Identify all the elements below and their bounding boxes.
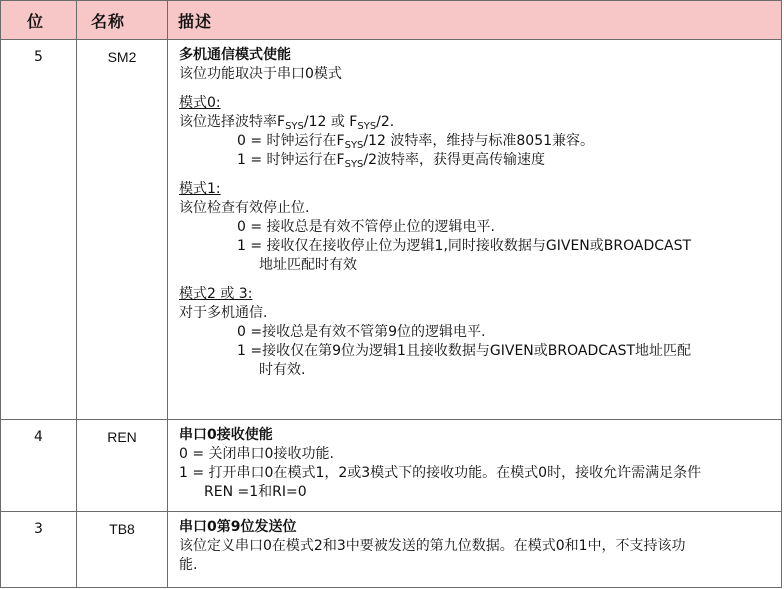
field-title: 串口0第9位发送位	[179, 519, 297, 535]
desc-cell	[168, 40, 782, 420]
bit-cell: 5	[1, 40, 77, 420]
header-row	[1, 1, 782, 40]
table-row	[1, 40, 782, 420]
mode0-intro: 该位选择波特率$F_{SYS}/12$ 或 $F_{SYS}/2$.	[179, 114, 395, 132]
mode1-option-1-cont: 地址匹配时有效	[259, 257, 357, 273]
mode1-option-1: 1 = 接收仅在接收停止位为逻辑1,同时接收数据与GIVEN或BROADCAST	[237, 238, 692, 254]
mode23-option-1-cont: 时有效.	[259, 362, 306, 378]
mode1-option-0: 0 = 接收总是有效不管停止位的逻辑电平.	[237, 219, 495, 235]
name-cell: REN	[77, 420, 168, 512]
table-row	[1, 512, 782, 588]
field-title: 多机通信模式使能	[179, 47, 291, 63]
mode0-label: 模式0:	[179, 95, 221, 111]
field-title: 串口0接收使能	[179, 427, 273, 443]
field-line-1: 该位定义串口0在模式2和3中要被发送的第九位数据。在模式0和1中，不支持该功	[179, 538, 686, 554]
bit-cell: 3	[1, 512, 77, 588]
header-bit: 位	[1, 1, 77, 40]
name-cell: SM2	[77, 40, 168, 420]
mode23-option-0: 0 =接收总是有效不管第9位的逻辑电平.	[237, 324, 486, 340]
mode0-option-1: 1 = 时钟运行在$F_{SYS}/2$波特率，获得更高传输速度	[237, 152, 546, 170]
field-line-3: REN =1和RI=0	[204, 484, 307, 500]
name-cell: TB8	[77, 512, 168, 588]
bit-cell: 4	[1, 420, 77, 512]
table-row	[1, 420, 782, 512]
mode23-label: 模式2 或 3:	[179, 286, 253, 302]
mode23-intro: 对于多机通信.	[179, 305, 268, 321]
desc-cell	[168, 512, 782, 588]
mode1-label: 模式1:	[179, 181, 221, 197]
mode1-intro: 该位检查有效停止位.	[179, 200, 310, 216]
field-line-2: 1 = 打开串口0在模式1，2或3模式下的接收功能。在模式0时，接收允许需满足条件	[179, 465, 702, 481]
header-desc: 描述	[168, 1, 782, 40]
header-name: 名称	[77, 1, 168, 40]
desc-cell	[168, 420, 782, 512]
field-line-2: 能.	[179, 557, 198, 573]
field-intro: 该位功能取决于串口0模式	[179, 66, 342, 82]
mode23-option-1: 1 =接收仅在第9位为逻辑1且接收数据与GIVEN或BROADCAST地址匹配	[237, 343, 692, 359]
field-line-1: 0 = 关闭串口0接收功能.	[179, 446, 334, 462]
mode0-option-0: 0 = 时钟运行在$F_{SYS}/12$ 波特率，维持与标准8051兼容。	[237, 133, 595, 151]
